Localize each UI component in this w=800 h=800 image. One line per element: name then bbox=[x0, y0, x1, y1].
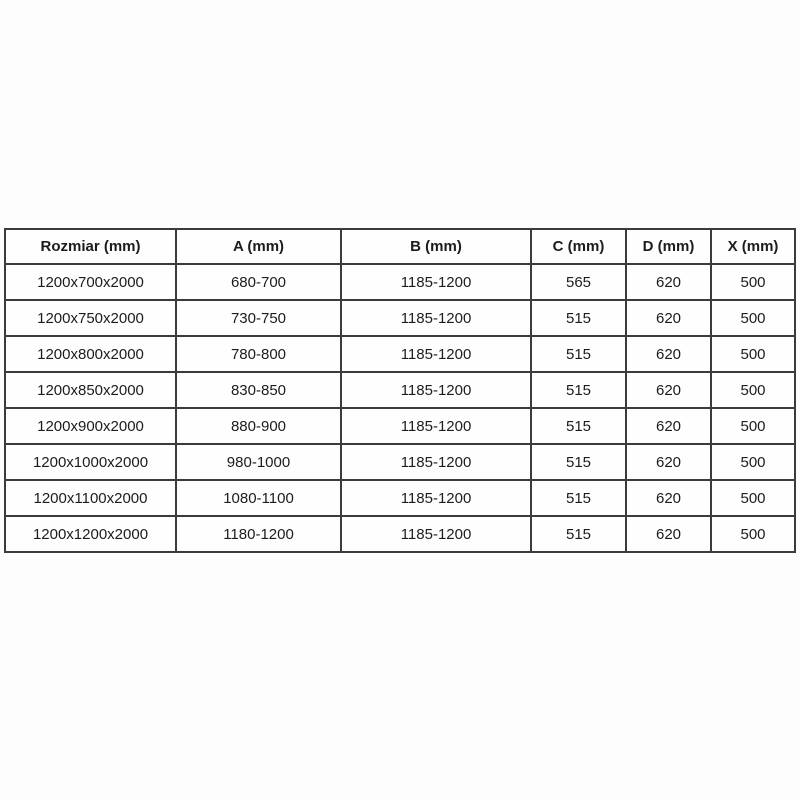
table-cell: 515 bbox=[531, 372, 626, 408]
table-cell: 500 bbox=[711, 264, 795, 300]
table-cell: 515 bbox=[531, 516, 626, 552]
table-cell: 880-900 bbox=[176, 408, 341, 444]
table-cell: 830-850 bbox=[176, 372, 341, 408]
table-cell: 1185-1200 bbox=[341, 372, 531, 408]
table-cell: 1185-1200 bbox=[341, 480, 531, 516]
table-row bbox=[5, 300, 795, 336]
table-cell: 500 bbox=[711, 408, 795, 444]
table-body bbox=[5, 264, 795, 552]
table-cell: 515 bbox=[531, 336, 626, 372]
table-cell: 620 bbox=[626, 336, 711, 372]
table-cell: 1200x1000x2000 bbox=[5, 444, 176, 480]
table-cell: 620 bbox=[626, 516, 711, 552]
table-row bbox=[5, 444, 795, 480]
table-cell: 1200x750x2000 bbox=[5, 300, 176, 336]
dimension-table-container bbox=[4, 228, 794, 553]
table-cell: 1185-1200 bbox=[341, 264, 531, 300]
table-cell: 500 bbox=[711, 444, 795, 480]
table-cell: 1185-1200 bbox=[341, 408, 531, 444]
table-cell: 515 bbox=[531, 408, 626, 444]
table-row bbox=[5, 408, 795, 444]
table-cell: 620 bbox=[626, 408, 711, 444]
table-cell: 620 bbox=[626, 264, 711, 300]
table-cell: 620 bbox=[626, 300, 711, 336]
table-cell: 620 bbox=[626, 480, 711, 516]
header-row bbox=[5, 229, 795, 264]
table-cell: 1185-1200 bbox=[341, 516, 531, 552]
table-row bbox=[5, 480, 795, 516]
table-cell: 680-700 bbox=[176, 264, 341, 300]
table-cell: 500 bbox=[711, 372, 795, 408]
table-cell: 500 bbox=[711, 516, 795, 552]
table-cell: 1200x850x2000 bbox=[5, 372, 176, 408]
table-cell: 1200x700x2000 bbox=[5, 264, 176, 300]
table-row bbox=[5, 372, 795, 408]
table-cell: 1180-1200 bbox=[176, 516, 341, 552]
table-cell: 730-750 bbox=[176, 300, 341, 336]
column-header-a: A (mm) bbox=[176, 229, 341, 264]
table-row bbox=[5, 336, 795, 372]
table-cell: 1200x1200x2000 bbox=[5, 516, 176, 552]
column-header-b: B (mm) bbox=[341, 229, 531, 264]
table-cell: 1200x800x2000 bbox=[5, 336, 176, 372]
column-header-c: C (mm) bbox=[531, 229, 626, 264]
table-cell: 515 bbox=[531, 444, 626, 480]
table-cell: 620 bbox=[626, 372, 711, 408]
table-cell: 515 bbox=[531, 300, 626, 336]
table-cell: 620 bbox=[626, 444, 711, 480]
table-cell: 1185-1200 bbox=[341, 300, 531, 336]
table-cell: 500 bbox=[711, 480, 795, 516]
table-cell: 1200x900x2000 bbox=[5, 408, 176, 444]
table-row bbox=[5, 516, 795, 552]
dimension-spec-table bbox=[4, 228, 796, 553]
table-cell: 1200x1100x2000 bbox=[5, 480, 176, 516]
table-cell: 1185-1200 bbox=[341, 336, 531, 372]
table-cell: 565 bbox=[531, 264, 626, 300]
table-cell: 1080-1100 bbox=[176, 480, 341, 516]
table-cell: 515 bbox=[531, 480, 626, 516]
column-header-rozmiar: Rozmiar (mm) bbox=[5, 229, 176, 264]
table-cell: 500 bbox=[711, 300, 795, 336]
table-row bbox=[5, 264, 795, 300]
table-cell: 980-1000 bbox=[176, 444, 341, 480]
table-cell: 780-800 bbox=[176, 336, 341, 372]
table-cell: 1185-1200 bbox=[341, 444, 531, 480]
column-header-x: X (mm) bbox=[711, 229, 795, 264]
column-header-d: D (mm) bbox=[626, 229, 711, 264]
table-cell: 500 bbox=[711, 336, 795, 372]
